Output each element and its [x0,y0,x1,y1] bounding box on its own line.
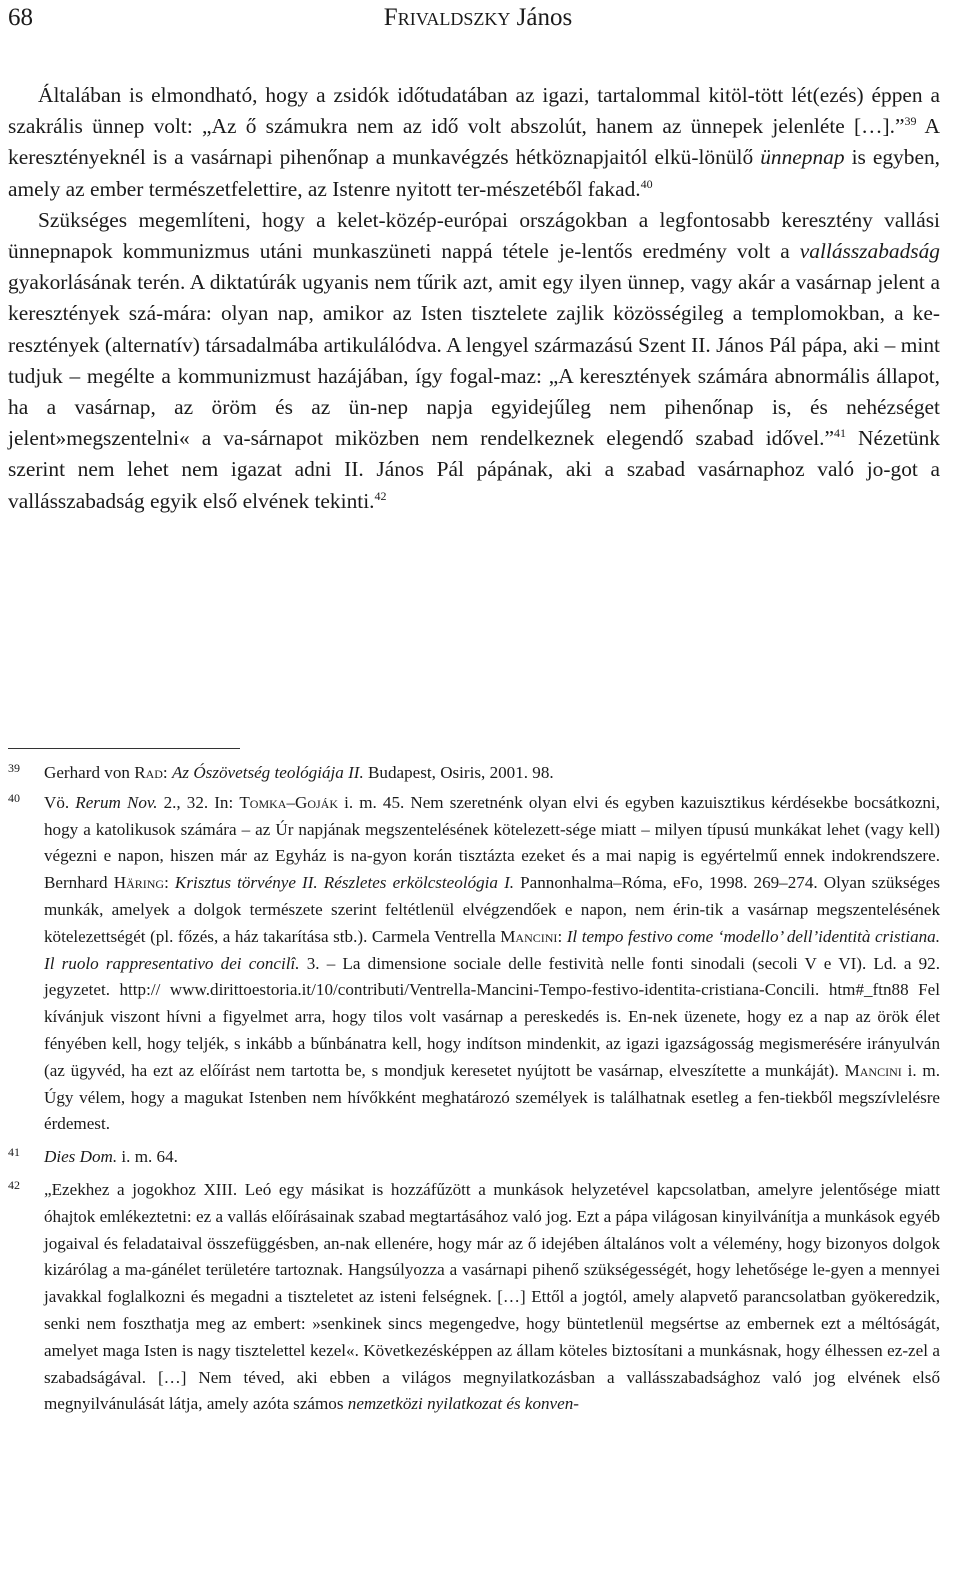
paragraph-text: A keresztényeknél is a vasárnapi pihenőnap a munkavégzés hétköznapjaitól elkü-lönülő [8,114,940,170]
footnote-ref: 41 [834,426,847,441]
book-title: Az Ószövetség teológiája II. [171,763,364,782]
footnote-40 [8,790,940,1138]
footnote-text: Pannonhalma–Róma, eFo, 1998. 269–274. Olyan szükséges munkák, amelyek a dolgok természete szerint feltétlenül elvégzendőek e napon, nem érin-tik a vasárnap megszentelésének kötelezettségét (pl. főzés, a ház takarítása stb.). Carmela Ventrella [44,873,940,946]
body-text [8,80,940,517]
footnote-39 [8,760,940,787]
footnote-ref: 42 [374,488,387,503]
footnote-separator [8,748,240,749]
author-name: Tomka–Goják [239,792,339,812]
running-head [8,4,948,32]
emphasis-text: ünnepnap [760,145,845,170]
footnote-ref: 40 [640,176,653,191]
footnote-number: 41 [8,1145,20,1160]
author-name: Rad [134,763,163,782]
footnotes [8,760,940,1421]
footnote-text: : [164,873,175,893]
footnote-text: Gerhard von [44,763,135,782]
book-title: Dies Dom. [44,1147,118,1167]
book-title: Krisztus törvénye II. Részletes erkölcsteológia I. [174,873,515,893]
footnote-text: i. m. 45. Nem szeretnénk olyan elvi és egyben kazuisztikus kérdésekbe bocsátkozni, hogy a katolikusok számára – az Úr napjának megszentelésének kötelezett-sége miatt – milyen típusú munkákat lehet (vagy kell) végezni e napon, hiszen már az Egyház is na-gyon korán tisztázta ezeket és a mai napig is egyértelmű ennek indokrendszere. Bernhard [44,792,940,893]
paragraph-text: Általában is elmondható, hogy a zsidók időtudatában az igazi, tartalommal kitöl-tött lét(ezés) éppen a szakrális ünnep volt: „Az ő számukra nem az idő volt abszolút, hanem az ünnepek jelenléte […].” [8,83,940,139]
paragraph-1 [8,80,940,205]
footnote-number: 42 [8,1177,20,1192]
page-header [8,4,948,34]
footnote-text: Budapest, Osiris, 2001. 98. [363,763,554,782]
author-name: Häring [113,873,165,893]
paragraph-text: Szükséges megemlíteni, hogy a kelet-közép-európai országokban a legfontosabb keresztény vallási ünnepnapok kommunizmus utáni munkaszüneti nappá tétele je-lentős eredmény volt a [8,207,940,264]
paragraph-text: is egyben, amely az ember természetfelettire, az Istenre nyitott ter-mészetéből fakad. [8,145,940,201]
book-title: Il tempo festivo come ‘modello’ dell’identità cristiana. Il ruolo rappresentativo dei concilî. [44,926,940,973]
footnote-text: 3. – La dimensione sociale delle festività nelle fonti sinodali (secoli V e VI). Ld. a 92. jegyzetet. http:// www.dirittoestoria.it/10/contributi/Ventrella-Mancini-Tempo-festivo-identita-cristiana-Concili. htm#_ftn88 Fel kívánjuk viszont hívni a figyelmet arra, hogy tilos volt vasárnap a pereskedés is. En-nek üzenete, hogy ez a nap az örök élet fényében kell, hogy teljék, s inkább a bűnbánatra kell, hogy indítson mindenkit, az igazi igazságosság megismerésére irányulván (az ügyvéd, ha ezt az előírást nem tartotta be, s mondjuk keresetet nyújtott be vasárnap, elveszítette a munkáját). [44,953,940,1080]
footnote-text: : [162,763,172,782]
footnote-text: „Ezekhez a jogokhoz XIII. Leó egy másikat is hozzáfűzött a munkások helyzetével kapcsolatban, amelyre jelentősége miatt óhajtok emlékeztetni: ez a vallás előírásainak szabad megtartásához való jog. Ezt a pápa világosan kinyilvánítja a munkások egyéb jogaival és feladataival összefüggésben, an-nak ellenére, hogy már az ő idejében általános volt a vélemény, hogy bizonyos dolgok kizárólag a ma-gánélet területére tartoznak. Hangsúlyozza a vasárnapi pihenő szükségességét, hogy lehetősége le-gyen a mennyei javakkal foglalkozni és megadni a tiszteletet az isteni felségnek. […] Ettől a jogtól, amely alapvető parancsolatban gyökeredzik, senki nem foszthatja meg az embert: »senkinek sincs megengedve, hogy büntetlenül megsértse az embernek ezt a méltóságát, amelyet maga Isten is nagy tisztelettel kezel«. Következésképpen az állam köteles biztosítani a munkásnak, hogy élhessen ez-zel a szabadságával. […] Nem téved, aki ebben a világos megnyilatkozásban a vallásszabadsághoz való jog elvének első megnyilvánulását látja, amely azóta számos [44,1179,940,1414]
emphasis-text: nemzetközi nyilatkozat és konven- [347,1394,579,1414]
footnote-41 [8,1144,940,1171]
footnote-text: i. m. Úgy vélem, hogy a magukat Istenben nem hívőkként meghatározó személyek is találhatnak esetleg a fen-tiekből megszívlelésre érdemest. [44,1060,940,1134]
footnote-text: i. m. 64. [117,1147,178,1167]
footnote-number: 40 [8,790,20,805]
footnote-text: 2., 32. In: [157,792,240,812]
footnote-42 [8,1177,940,1418]
page-number: 68 [8,4,33,31]
emphasis-text: vallásszabadság [799,239,940,264]
footnote-number: 39 [8,761,20,775]
running-head-author-last: János [516,4,573,31]
author-name: Mancini [500,926,558,946]
paragraph-text: gyakorlásának terén. A diktatúrák ugyanis nem tűrik azt, amit egy ilyen ünnep, vagy akár a vasárnap jelent a keresztények szá-mára: olyan nap, amikor az Isten tisztelete zajlik közösségileg a templomokban, a ke-resztények (alternatív) társadalmába artikulálódva. A lengyel származású Szent II. János Pál pápa, aki – mint tudjuk – megélte a kommunizmust hazájában, így fogal-maz: „A keresztények számára abnormális állapot, ha a vasárnap, az öröm és az ün-nep napja egyidejűleg nem pihenőnap is, és nehézséget jelent»megszentelni« a va-sárnapot miközben nem rendelkeznek elegendő szabad idővel.” [8,270,940,451]
paragraph-text: Nézetünk szerint nem lehet nem igazat adni II. János Pál pápának, aki a szabad vasárnaphoz való jo-got a vallásszabadság egyik első elvének tekinti. [8,426,941,513]
author-name: Mancini [844,1060,902,1080]
footnote-text: Vö. [44,792,76,812]
book-title: Rerum Nov. [75,792,158,812]
footnote-text: : [557,926,567,946]
paragraph-2 [8,205,940,517]
running-head-author-first: Frivaldszky [383,4,511,31]
footnote-ref: 39 [904,114,917,129]
